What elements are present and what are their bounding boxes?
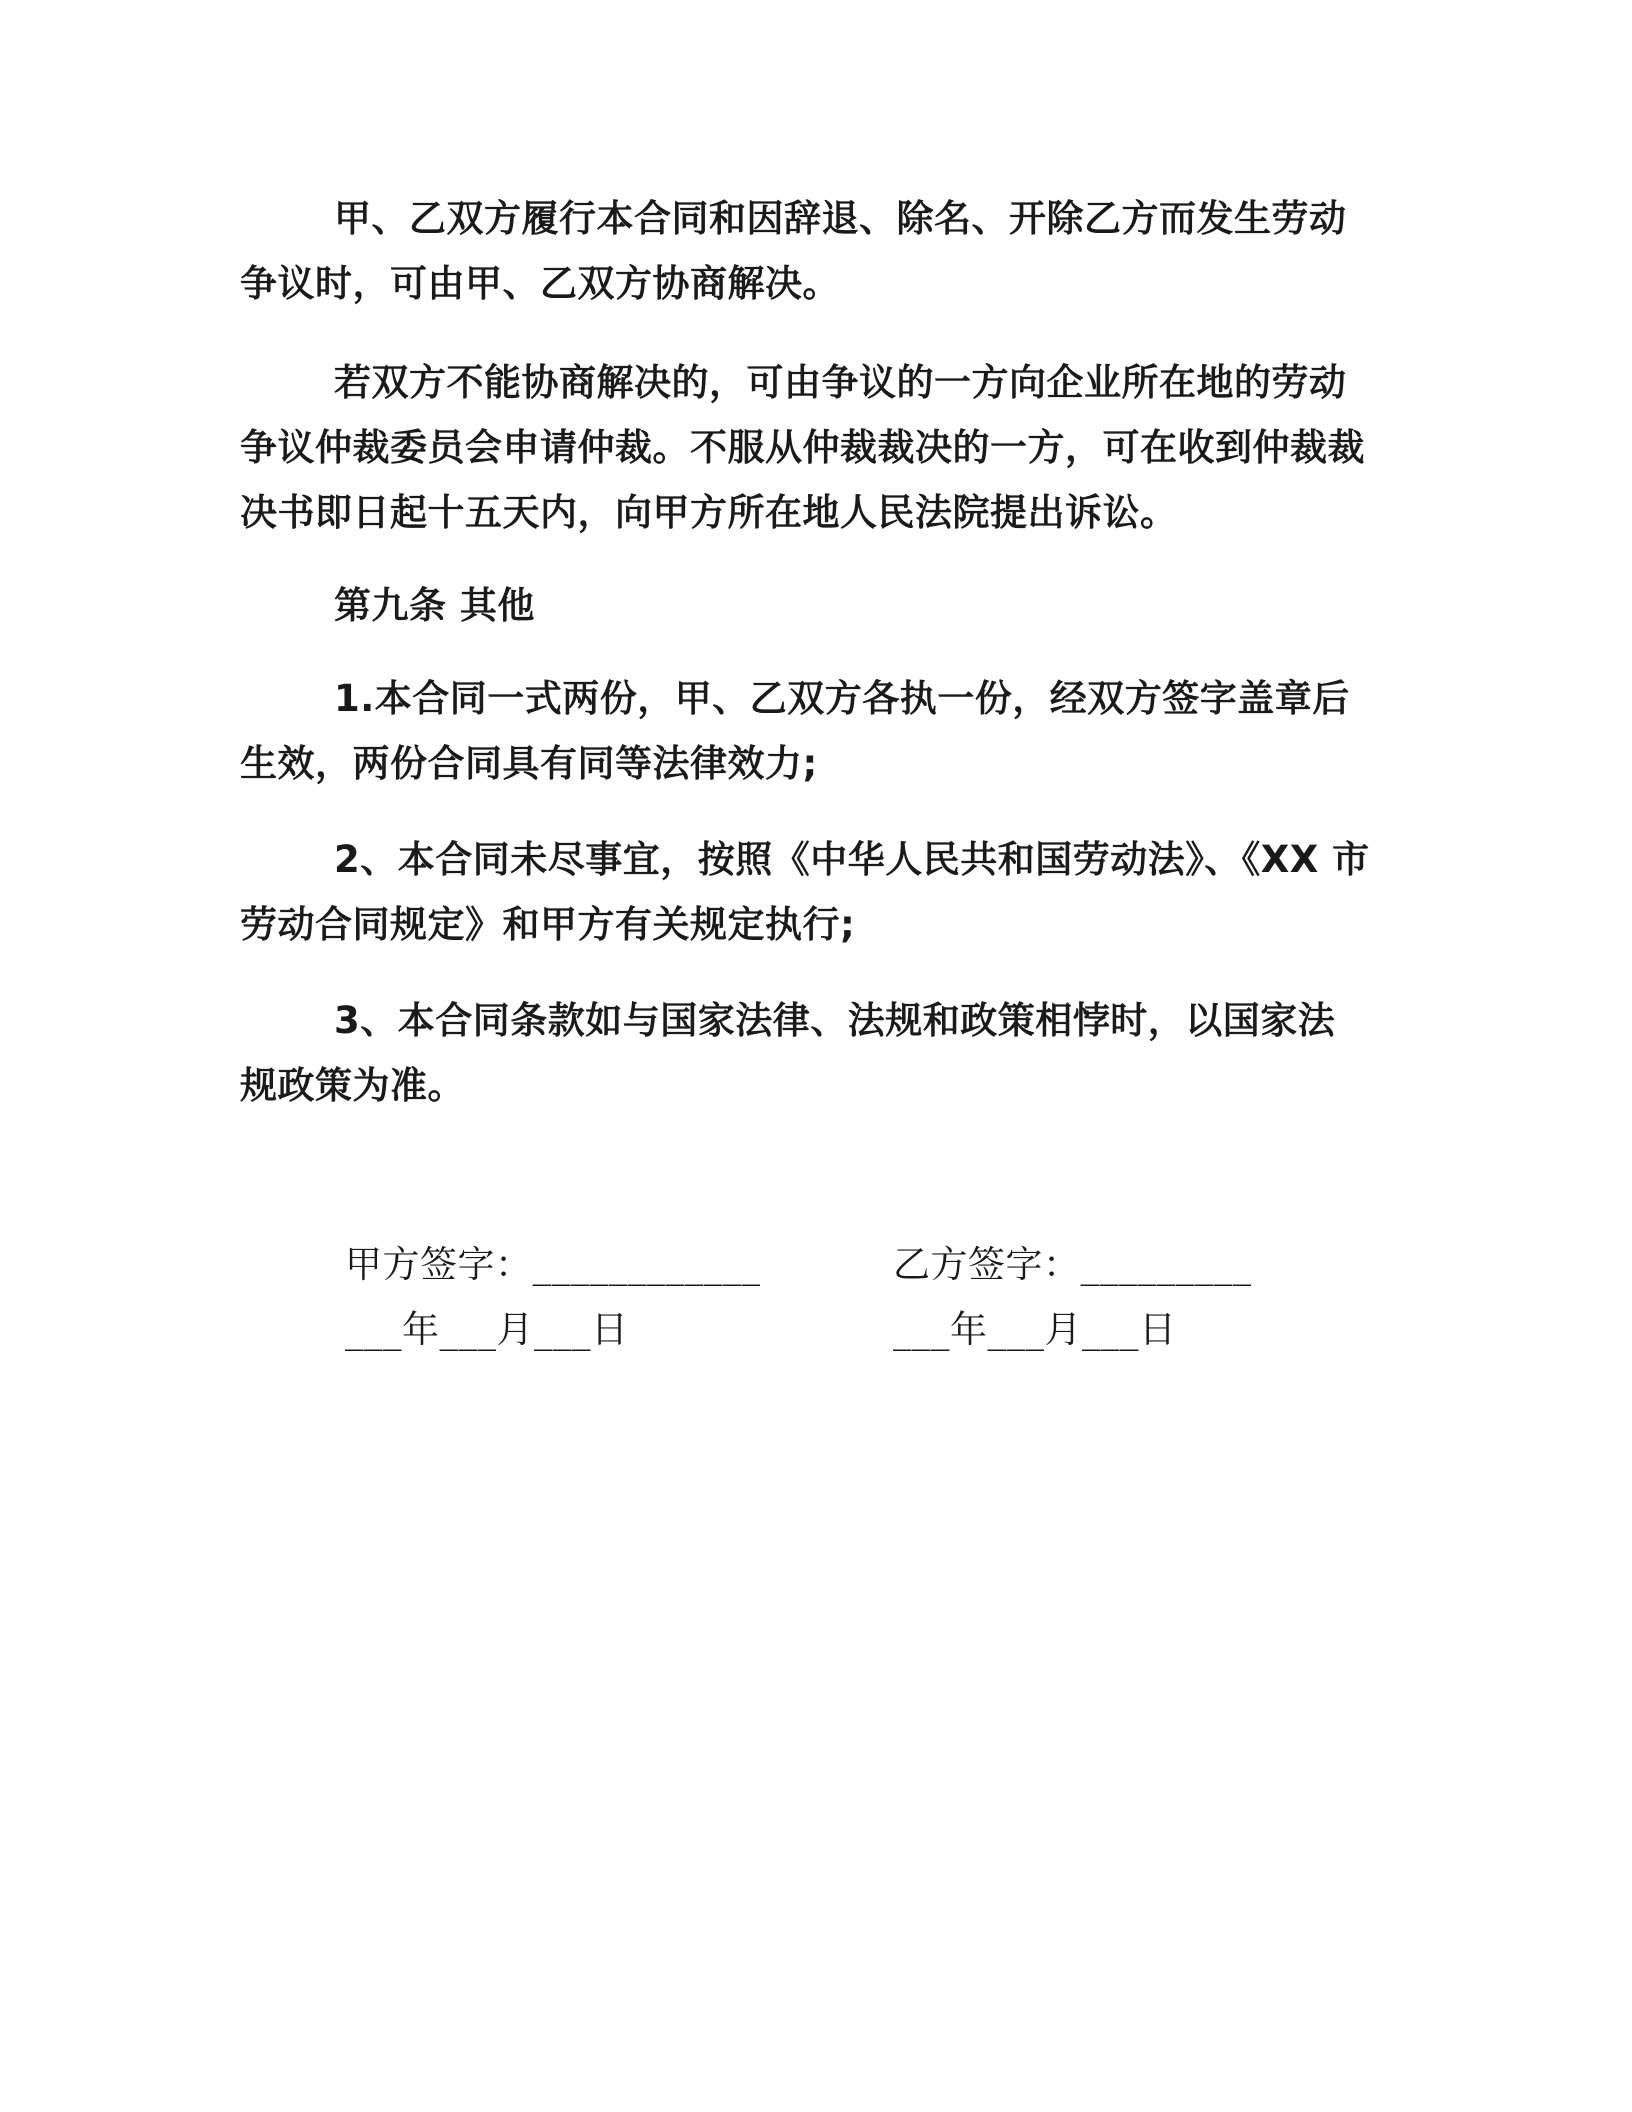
clause-3: 3、本合同条款如与国家法律、法规和政策相悖时，以国家法规政策为准。 bbox=[240, 999, 1336, 1107]
paragraph-arbitration: 若双方不能协商解决的，可由争议的一方向企业所在地的劳动争议仲裁委员会申请仲裁。不服从仲裁裁决的一方，可在收到仲裁裁决书即日起十五天内，向甲方所在地人民法院提出诉讼。 bbox=[240, 361, 1365, 534]
party-b-signature-line: 乙方签字：_________ bbox=[893, 1243, 1252, 1286]
party-a-date-line: ___年___月___日 bbox=[345, 1308, 629, 1351]
clause-2: 2、本合同未尽事宜，按照《中华人民共和国劳动法》、《XX 市劳动合同规定》和甲方有关规定执行; bbox=[240, 838, 1370, 946]
paragraph-dispute-negotiation: 甲、乙双方履行本合同和因辞退、除名、开除乙方而发生劳动争议时，可由甲、乙双方协商解决。 bbox=[240, 197, 1347, 305]
party-b-date-line: ___年___月___日 bbox=[893, 1308, 1177, 1351]
party-a-signature-line: 甲方签字：____________ bbox=[345, 1243, 761, 1286]
article-nine-heading: 第九条 其他 bbox=[334, 584, 535, 627]
clause-1: 1.本合同一式两份，甲、乙双方各执一份，经双方签字盖章后生效，两份合同具有同等法律效力; bbox=[240, 677, 1350, 785]
